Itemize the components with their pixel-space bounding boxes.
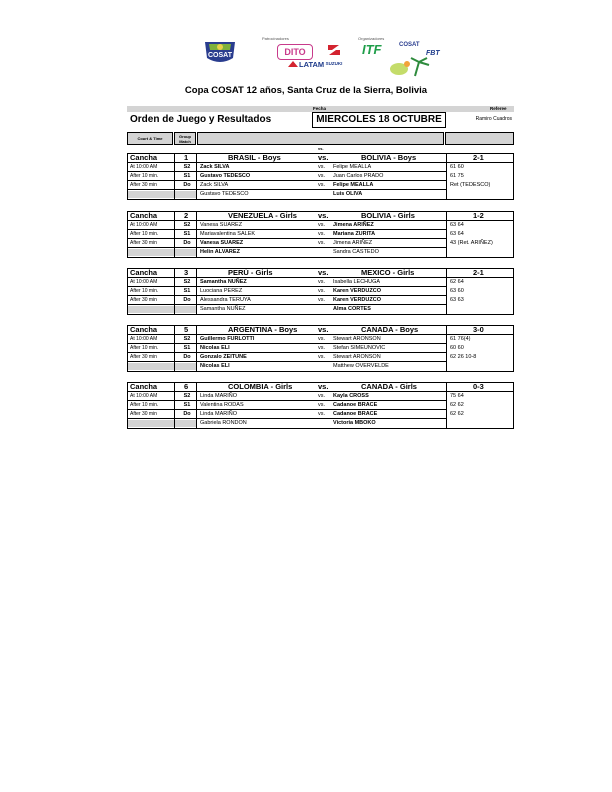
player1-name: Samantha NUÑEZ xyxy=(200,279,247,285)
match-block xyxy=(127,325,514,372)
tropical-logo xyxy=(385,56,435,78)
section-title: Orden de Juego y Resultados xyxy=(130,114,272,125)
divider xyxy=(446,278,447,287)
referee-name: Ramiro Cuadros xyxy=(475,116,512,122)
match-code: S2 xyxy=(183,164,191,170)
tie-score: 0-3 xyxy=(473,382,484,391)
divider xyxy=(174,326,175,334)
itf-logo: ITF xyxy=(362,42,382,57)
dito-logo: DITO xyxy=(277,44,313,60)
player2-name: Felipe MEALLA xyxy=(333,182,374,188)
divider xyxy=(196,326,197,334)
player1-name: Mariavalentina SALEK xyxy=(200,231,256,237)
player1-name: Luociana PEREZ xyxy=(200,288,243,294)
row-shade xyxy=(128,363,196,370)
supporters-label: Organizadores xyxy=(358,36,385,41)
match-row xyxy=(127,353,514,362)
player2-name: Sandra CASTEDO xyxy=(333,249,379,255)
team1-name: BRASIL - Boys xyxy=(228,153,281,162)
match-row xyxy=(127,190,514,200)
player2-name: Jimena ARIÑEZ xyxy=(333,240,373,246)
player2-name: Cadanoe BRACE xyxy=(333,411,378,417)
divider xyxy=(446,305,447,314)
match-vs: vs. xyxy=(318,345,326,351)
match-vs: vs. xyxy=(318,402,326,408)
match-vs: vs. xyxy=(318,222,326,228)
divider xyxy=(446,410,447,419)
match-vs: vs. xyxy=(318,240,326,246)
match-row xyxy=(127,419,514,429)
match-result: 63 64 xyxy=(450,222,464,228)
match-code: S2 xyxy=(183,393,191,399)
divider xyxy=(446,212,447,220)
match-result: 60 60 xyxy=(450,345,464,351)
player1-name: Valentina RODAS xyxy=(200,402,244,408)
tie-score: 3-0 xyxy=(473,325,484,334)
divider xyxy=(446,362,447,371)
match-code: Do xyxy=(183,354,191,360)
match-code: S2 xyxy=(183,222,191,228)
player1-name: Samantha NUÑEZ xyxy=(200,306,246,312)
match-result: 61 75 xyxy=(450,173,464,179)
cosat-logo xyxy=(197,38,243,68)
player2-name: Kayla CROSS xyxy=(333,393,369,399)
match-vs: vs. xyxy=(318,297,326,303)
match-row xyxy=(127,410,514,419)
team-vs: vs. xyxy=(318,153,329,162)
fecha-label: Fecha xyxy=(313,106,327,111)
divider xyxy=(446,230,447,239)
divider xyxy=(196,269,197,277)
team1-name: PERÚ - Girls xyxy=(228,268,273,277)
match-time: After 10 min. xyxy=(130,231,159,237)
divider xyxy=(446,353,447,362)
team-vs: vs. xyxy=(318,382,329,391)
divider xyxy=(446,392,447,401)
match-code: S1 xyxy=(183,173,191,179)
team-vs: vs. xyxy=(318,325,329,334)
player2-name: Victoria MBOKO xyxy=(333,420,376,426)
match-row xyxy=(127,296,514,305)
col-result xyxy=(445,132,514,145)
match-time: After 10 min. xyxy=(130,173,159,179)
match-code: S2 xyxy=(183,336,191,342)
match-result: 75 64 xyxy=(450,393,464,399)
match-code: Do xyxy=(183,240,191,246)
divider xyxy=(196,154,197,162)
row-shade xyxy=(128,420,196,427)
player1-name: Gustavo TEDESCO xyxy=(200,173,251,179)
player2-name: Luis OLIVA xyxy=(333,191,363,197)
row-shade xyxy=(128,191,196,198)
fbt-logo: FBT xyxy=(426,50,440,57)
match-vs: vs. xyxy=(318,279,326,285)
divider xyxy=(446,344,447,353)
divider xyxy=(196,362,197,371)
match-row xyxy=(127,230,514,239)
divider xyxy=(174,190,175,199)
divider xyxy=(174,362,175,371)
player1-name: Zack SILVA xyxy=(200,182,229,188)
match-time: After 30 min xyxy=(130,297,157,303)
match-time: At 10:00 AM xyxy=(130,279,158,285)
referee-label: Referee xyxy=(490,106,507,111)
divider xyxy=(196,305,197,314)
divider xyxy=(196,248,197,257)
player2-name: Stefan SIMEUNOVIC xyxy=(333,345,386,351)
match-row xyxy=(127,287,514,296)
divider xyxy=(446,221,447,230)
team1-name: COLOMBIA - Girls xyxy=(228,382,293,391)
match-vs: vs. xyxy=(318,336,326,342)
column-header xyxy=(127,132,514,145)
match-block-header xyxy=(127,268,514,278)
player1-name: Gabriela RONDON xyxy=(200,420,247,426)
court-number: 2 xyxy=(184,211,189,220)
player2-name: Juan Carlos PRADO xyxy=(333,173,384,179)
divider xyxy=(446,172,447,181)
match-block xyxy=(127,268,514,315)
match-result: 62 64 xyxy=(450,279,464,285)
team2-name: BOLIVIA - Boys xyxy=(361,153,417,162)
player2-name: Karen VERDUZCO xyxy=(333,297,381,303)
col-group-match: Group Match xyxy=(174,132,196,145)
divider xyxy=(446,181,447,190)
team1-name: ARGENTINA - Boys xyxy=(228,325,298,334)
cancha-label: Cancha xyxy=(130,211,158,220)
team-vs: vs. xyxy=(318,268,329,277)
date-box: MIERCOLES 18 OCTUBRE xyxy=(312,112,446,128)
match-time: After 30 min xyxy=(130,182,157,188)
cancha-label: Cancha xyxy=(130,325,158,334)
sponsors-label: Patrocinadores xyxy=(262,36,289,41)
cosat-small-logo: COSAT xyxy=(399,42,420,48)
match-vs: vs. xyxy=(318,393,326,399)
divider xyxy=(446,269,447,277)
match-time: At 10:00 AM xyxy=(130,336,158,342)
match-result: 61 76(4) xyxy=(450,336,471,342)
vs-header: vs. xyxy=(318,146,324,151)
match-vs: vs. xyxy=(318,411,326,417)
tie-score: 1-2 xyxy=(473,211,484,220)
divider xyxy=(446,419,447,428)
player1-name: Guillermo FURLOTTI xyxy=(200,336,255,342)
row-shade xyxy=(128,306,196,313)
player1-name: Helin ALVAREZ xyxy=(200,249,240,255)
col-matchup xyxy=(197,132,444,145)
tie-score: 2-1 xyxy=(473,153,484,162)
match-vs: vs. xyxy=(318,288,326,294)
player1-name: Linda MARIÑO xyxy=(200,393,237,399)
team2-name: CANADA - Girls xyxy=(361,382,417,391)
tie-score: 2-1 xyxy=(473,268,484,277)
match-time: After 10 min. xyxy=(130,402,159,408)
player1-name: Nicolas ELI xyxy=(200,363,230,369)
match-vs: vs. xyxy=(318,231,326,237)
player2-name: Stewart ARONSON xyxy=(333,354,381,360)
divider xyxy=(174,419,175,428)
court-number: 1 xyxy=(184,153,189,162)
player2-name: Isabella LECHUGA xyxy=(333,279,381,285)
match-result: Ret (TEDESCO) xyxy=(450,182,491,188)
player2-name: Matthew OVERVELDE xyxy=(333,363,389,369)
match-result: 62 62 xyxy=(450,411,464,417)
match-row xyxy=(127,362,514,372)
match-row xyxy=(127,401,514,410)
page-title: Copa COSAT 12 años, Santa Cruz de la Sierra, Bolivia xyxy=(184,85,428,96)
match-block-header xyxy=(127,211,514,221)
divider xyxy=(446,190,447,199)
player1-name: Zack SILVA xyxy=(200,164,230,170)
match-vs: vs. xyxy=(318,173,326,179)
match-row xyxy=(127,221,514,230)
court-number: 5 xyxy=(184,325,189,334)
team1-name: VENEZUELA - Girls xyxy=(228,211,297,220)
player2-name: Mariana ZURITA xyxy=(333,231,376,237)
match-row xyxy=(127,278,514,287)
match-row xyxy=(127,163,514,172)
match-block xyxy=(127,382,514,429)
divider xyxy=(174,212,175,220)
match-time: At 10:00 AM xyxy=(130,393,158,399)
divider xyxy=(446,239,447,248)
match-result: 63 64 xyxy=(450,231,464,237)
divider xyxy=(446,248,447,257)
match-code: S1 xyxy=(183,288,191,294)
match-row xyxy=(127,239,514,248)
team2-name: BOLIVIA - Girls xyxy=(361,211,415,220)
player1-name: Nicolas ELI xyxy=(200,345,230,351)
match-vs: vs. xyxy=(318,354,326,360)
divider xyxy=(196,419,197,428)
match-row xyxy=(127,248,514,258)
divider xyxy=(174,305,175,314)
match-row xyxy=(127,344,514,353)
player2-name: Alma CORTES xyxy=(333,306,371,312)
divider xyxy=(446,287,447,296)
match-block-header xyxy=(127,325,514,335)
match-time: After 30 min xyxy=(130,240,157,246)
row-shade xyxy=(128,249,196,256)
match-row xyxy=(127,181,514,190)
divider xyxy=(446,401,447,410)
match-code: Do xyxy=(183,297,191,303)
match-code: S1 xyxy=(183,402,191,408)
player1-name: Gonzalo ZEITUNE xyxy=(200,354,247,360)
match-result: 63 63 xyxy=(450,297,464,303)
match-block-header xyxy=(127,382,514,392)
cancha-label: Cancha xyxy=(130,382,158,391)
player1-name: Linda MARIÑO xyxy=(200,411,237,417)
player1-name: Gustavo TEDESCO xyxy=(200,191,249,197)
cancha-label: Cancha xyxy=(130,268,158,277)
match-row xyxy=(127,172,514,181)
col-court-time: Court & Time xyxy=(127,132,173,145)
match-time: After 30 min xyxy=(130,354,157,360)
match-code: Do xyxy=(183,182,191,188)
court-number: 6 xyxy=(184,382,189,391)
player2-name: Jimena ARIÑEZ xyxy=(333,222,374,228)
match-code: S1 xyxy=(183,231,191,237)
match-row xyxy=(127,305,514,315)
match-time: After 10 min. xyxy=(130,345,159,351)
team-vs: vs. xyxy=(318,211,329,220)
match-block-header xyxy=(127,153,514,163)
match-code: S2 xyxy=(183,279,191,285)
divider xyxy=(174,269,175,277)
match-code: Do xyxy=(183,411,191,417)
player1-name: Vanesa SUAREZ xyxy=(200,240,244,246)
divider xyxy=(196,212,197,220)
match-block xyxy=(127,211,514,258)
divider xyxy=(446,335,447,344)
player2-name: Karen VERDUZCO xyxy=(333,288,381,294)
suzuki-logo: SUZUKI xyxy=(324,43,344,65)
divider xyxy=(174,248,175,257)
match-time: At 10:00 AM xyxy=(130,222,158,228)
team2-name: CANADA - Boys xyxy=(361,325,419,334)
match-result: 62 62 xyxy=(450,402,464,408)
match-vs: vs. xyxy=(318,164,326,170)
player2-name: Stewart ARONSON xyxy=(333,336,381,342)
divider xyxy=(196,190,197,199)
divider xyxy=(446,296,447,305)
latam-logo: LATAM xyxy=(288,60,332,78)
court-number: 3 xyxy=(184,268,189,277)
player2-name: Cadanoe BRACE xyxy=(333,402,378,408)
svg-text:COSAT: COSAT xyxy=(208,52,232,59)
match-block xyxy=(127,153,514,200)
match-time: After 10 min. xyxy=(130,288,159,294)
match-row xyxy=(127,335,514,344)
match-result: 61 60 xyxy=(450,164,464,170)
player1-name: Alessandra TERUYA xyxy=(200,297,251,303)
divider xyxy=(446,154,447,162)
divider xyxy=(196,383,197,391)
match-result: 63 60 xyxy=(450,288,464,294)
match-time: After 30 min xyxy=(130,411,157,417)
match-row xyxy=(127,392,514,401)
player1-name: Vanesa SUAREZ xyxy=(200,222,243,228)
player2-name: Felipe MEALLA xyxy=(333,164,372,170)
match-result: 62 26 10-8 xyxy=(450,354,477,360)
match-code: S1 xyxy=(183,345,191,351)
divider xyxy=(446,383,447,391)
team2-name: MEXICO - Girls xyxy=(361,268,415,277)
divider xyxy=(174,154,175,162)
cancha-label: Cancha xyxy=(130,153,158,162)
divider xyxy=(446,326,447,334)
divider xyxy=(174,383,175,391)
divider xyxy=(446,163,447,172)
match-result: 43 (Ret. ARIÑEZ) xyxy=(450,240,493,246)
match-vs: vs. xyxy=(318,182,326,188)
match-time: At 10:00 AM xyxy=(130,164,158,170)
